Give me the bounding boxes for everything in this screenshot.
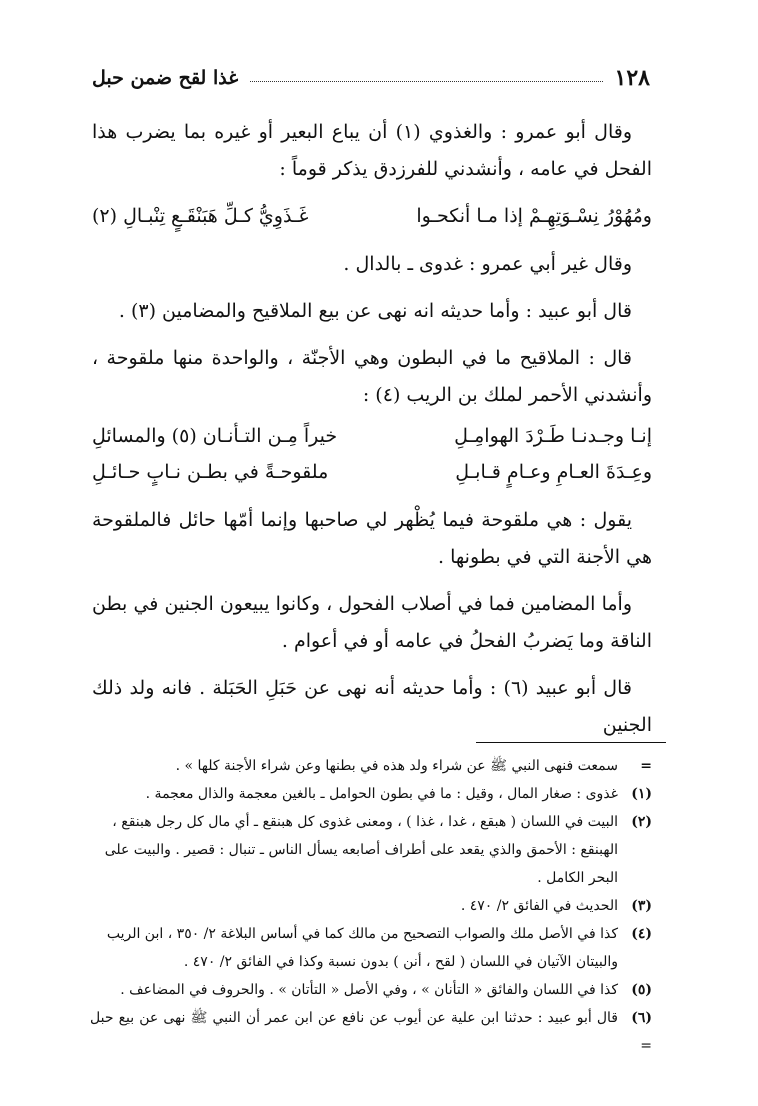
main-text (92, 114, 652, 754)
verse-hemistich-first: ومُهُوْرُ نِسْـوَتِهِـمْ إذا مـا أنكحـوا (416, 205, 652, 227)
verse-block-2 (92, 418, 652, 490)
footnote-number: (٣) (631, 898, 652, 914)
footnote-text: الحديث في الفائق ٢/ ٤٧٠ . (460, 898, 618, 914)
verse-hemistich-second: خيراً مِـن التـأنـان (٥) والمسائلِ (92, 425, 338, 447)
footnote-1 (90, 780, 652, 808)
footnote-text: البيت في اللسان ( هبقع ، غدا ، غذا ) ، ومعنى غذوى كل هبنقع ـ أي مال كل رجل هبنقع ، (112, 814, 618, 830)
verse-line (92, 454, 652, 490)
page-header (92, 62, 650, 94)
paragraph-7: قال أبو عبيد (٦) : وأما حديثه أنه نهى عن حَبَلِ الحَبَلة . فانه ولد ذلك الجنين (92, 677, 652, 736)
paragraph-1: وقال أبو عمرو : والغذوي (١) أن يباع البعير أو غيره بما يضرب هذا الفحل في عامه ، وأنشدني للفرزدق يذكر قوماً : (92, 121, 652, 180)
footnote-number: (٤) (631, 926, 652, 942)
footnote-continued (90, 752, 652, 780)
footnote-text: كذا في اللسان والفائق « التأنان » ، وفي الأصل « التأتان » . والحروف في المضاعف . (120, 982, 618, 998)
footnote-text: كذا في الأصل ملك والصواب التصحيح من مالك كما في أساس البلاغة ٢/ ٣٥٠ ، ابن الريب (106, 926, 618, 942)
verse-line (92, 198, 652, 234)
verse-block-1 (92, 198, 652, 234)
paragraph-6: وأما المضامين فما في أصلاب الفحول ، وكانوا يبيعون الجنين في بطن الناقة وما يَضربُ الفحلُ في عامه أو في أعوام . (92, 593, 652, 652)
footnote-4 (90, 920, 652, 948)
footnote-separator (476, 742, 666, 743)
footnote-4-continuation: والبيتان الآتيان في اللسان ( لقح ، أنن ) بدون نسبة وكذا في الفائق ٢/ ٤٧٠ . (183, 954, 618, 970)
verse-hemistich-second: غَـذَوِيُّ كـلِّ هَبَنْقَـعٍ تِنْبـالِ (٢) (92, 205, 309, 227)
footnote-number: (٢) (631, 814, 652, 830)
footnotes (90, 752, 652, 1060)
footnote-2-continuation: البحر الكامل . (537, 870, 618, 886)
footnote-6 (90, 1004, 652, 1060)
paragraph-3: قال أبو عبيد : وأما حديثه انه نهى عن بيع الملاقيح والمضامين (٣) . (118, 300, 632, 322)
footnote-number: (٦) (631, 1010, 652, 1026)
verse-hemistich-first: إنـا وجـدنـا طَـرْدَ الهوامِـلِ (454, 425, 652, 447)
footnote-number: = (640, 758, 652, 774)
header-dotted-leader (250, 81, 602, 82)
footnote-3 (90, 892, 652, 920)
footnote-2-continuation: الهبنقع : الأحمق والذي يقعد على أطراف أصابعه يسأل الناس ـ تنبال : قصير . والبيت على (104, 842, 618, 858)
running-head: غذا لقح ضمن حبل (92, 67, 239, 89)
footnote-number: (٥) (631, 982, 652, 998)
footnote-text: غذوى : صغار المال ، وقيل : ما في بطون الحوامل ـ بالغين معجمة والذال معجمة . (145, 786, 618, 802)
paragraph-5: يقول : هي ملقوحة فيما يُظْهر لي صاحبها وإنما أمّها حائل فالملقوحة هي الأجنة التي في بطونها . (92, 509, 652, 568)
verse-hemistich-first: وعِـدَةَ العـامِ وعـامٍ قـابـلِ (455, 461, 652, 483)
page-number: ١٢٨ (614, 65, 650, 91)
verse-line (92, 418, 652, 454)
paragraph-4: قال : الملاقيح ما في البطون وهي الأجنّة ، والواحدة منها ملقوحة ، وأنشدني الأحمر لملك بن الريب (٤) : (92, 347, 652, 406)
verse-hemistich-second: ملقوحـةً في بطـن نـابٍ حـائـلِ (92, 461, 329, 483)
footnote-2 (90, 808, 652, 836)
paragraph-2: وقال غير أبي عمرو : غدوى ـ بالدال . (343, 253, 632, 275)
footnote-5 (90, 976, 652, 1004)
footnote-text: قال أبو عبيد : حدثنا ابن علية عن أيوب عن نافع عن ابن عمر أن النبي ﷺ نهى عن بيع حبل = (90, 1010, 652, 1054)
footnote-number: (١) (631, 786, 652, 802)
footnote-text: سمعت فنهى النبي ﷺ عن شراء ولد هذه في بطنها وعن شراء الأجنة كلها » . (175, 758, 618, 774)
